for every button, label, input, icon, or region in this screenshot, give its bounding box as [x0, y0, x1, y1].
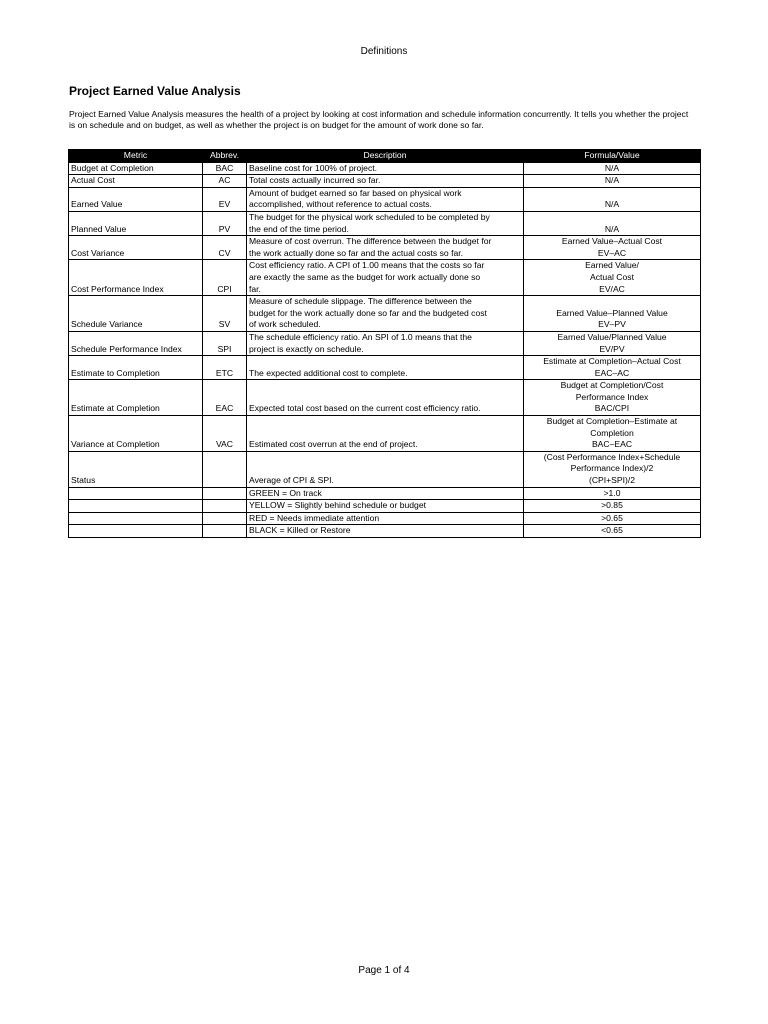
table-row — [69, 260, 701, 296]
table-row — [69, 236, 701, 260]
metric-cell: Estimate at Completion — [69, 380, 203, 416]
description-line: Expected total cost based on the current cost efficiency ratio. — [249, 403, 481, 414]
formula-line: Earned Value/Planned Value — [557, 331, 667, 342]
metric-cell: Estimate to Completion — [69, 356, 203, 380]
description-cell — [247, 380, 524, 416]
document-title: Project Earned Value Analysis — [69, 84, 241, 98]
table-row — [69, 211, 701, 235]
description-line: the end of the time period. — [249, 223, 349, 234]
intro-paragraph — [69, 109, 709, 130]
formula-line: EV/AC — [599, 283, 625, 294]
description-line: Baseline cost for 100% of project. — [249, 162, 378, 173]
table-row — [69, 187, 701, 211]
formula-cell — [524, 512, 701, 525]
description-cell — [247, 162, 524, 175]
description-line: the work actually done so far and the actual costs so far. — [249, 247, 464, 258]
description-line: Total costs actually incurred so far. — [249, 175, 381, 186]
table-row — [69, 175, 701, 188]
metric-cell: Schedule Variance — [69, 296, 203, 332]
formula-cell — [524, 211, 701, 235]
metric-cell: Cost Variance — [69, 236, 203, 260]
description-cell — [247, 187, 524, 211]
column-header-description: Description — [247, 150, 524, 163]
description-cell — [247, 416, 524, 452]
abbrev-cell — [203, 500, 247, 513]
metric-cell: Variance at Completion — [69, 416, 203, 452]
description-line: GREEN = On track — [249, 487, 322, 498]
metric-cell: Earned Value — [69, 187, 203, 211]
table-row — [69, 296, 701, 332]
abbrev-cell: CPI — [203, 260, 247, 296]
description-line: of work scheduled. — [249, 319, 321, 330]
description-cell — [247, 356, 524, 380]
abbrev-cell: EV — [203, 187, 247, 211]
description-cell — [247, 296, 524, 332]
table-header-row — [69, 150, 701, 163]
formula-cell — [524, 416, 701, 452]
description-line: are exactly the same as the budget for work actually done so — [249, 271, 481, 282]
description-cell — [247, 487, 524, 500]
formula-line: Earned Value–Actual Cost — [561, 236, 663, 247]
formula-line: BAC/CPI — [594, 403, 630, 414]
table-row — [69, 451, 701, 487]
description-cell — [247, 525, 524, 538]
table-body — [69, 162, 701, 537]
abbrev-cell: PV — [203, 211, 247, 235]
formula-line: (CPI+SPI)/2 — [588, 475, 636, 486]
abbrev-cell — [203, 487, 247, 500]
metric-cell — [69, 525, 203, 538]
formula-line: Budget at Completion/Cost — [560, 380, 664, 391]
description-line: accomplished, without reference to actual costs. — [249, 199, 432, 210]
formula-cell — [524, 296, 701, 332]
formula-line: EV/PV — [599, 343, 625, 354]
description-line: Amount of budget earned so far based on physical work — [249, 187, 462, 198]
formula-cell — [524, 236, 701, 260]
description-line: Average of CPI & SPI. — [249, 475, 334, 486]
formula-line: EV–PV — [598, 319, 626, 330]
metric-cell: Planned Value — [69, 211, 203, 235]
formula-cell — [524, 175, 701, 188]
formula-line: Earned Value/ — [585, 260, 639, 271]
table-row — [69, 356, 701, 380]
formula-cell — [524, 162, 701, 175]
formula-cell — [524, 451, 701, 487]
formula-line: >0.85 — [601, 500, 623, 511]
abbrev-cell: BAC — [203, 162, 247, 175]
formula-line: N/A — [604, 223, 620, 234]
earned-value-table — [68, 149, 701, 538]
abbrev-cell: ETC — [203, 356, 247, 380]
description-line: Cost efficiency ratio. A CPI of 1.00 means that the costs so far — [249, 260, 485, 271]
formula-cell — [524, 380, 701, 416]
description-line: YELLOW = Slightly behind schedule or budget — [249, 500, 426, 511]
description-cell — [247, 331, 524, 355]
abbrev-cell: VAC — [203, 416, 247, 452]
description-line: RED = Needs immediate attention — [249, 512, 380, 523]
description-cell — [247, 500, 524, 513]
table-row — [69, 525, 701, 538]
description-line: The expected additional cost to complete. — [249, 367, 408, 378]
page-number: Page 1 of 4 — [358, 965, 410, 976]
description-line: project is exactly on schedule. — [249, 343, 364, 354]
table-row — [69, 331, 701, 355]
metric-cell — [69, 500, 203, 513]
description-line: The budget for the physical work scheduled to be completed by — [249, 211, 490, 222]
table-row — [69, 512, 701, 525]
formula-line: Performance Index — [575, 391, 649, 402]
description-line: BLACK = Killed or Restore — [249, 525, 351, 536]
formula-cell — [524, 260, 701, 296]
page-header: Definitions — [360, 46, 408, 57]
abbrev-cell: SV — [203, 296, 247, 332]
formula-line: N/A — [604, 162, 620, 173]
description-line: Measure of cost overrun. The difference between the budget for — [249, 236, 492, 247]
metric-cell: Actual Cost — [69, 175, 203, 188]
abbrev-cell — [203, 525, 247, 538]
formula-line: Budget at Completion–Estimate at — [546, 416, 678, 427]
table-row — [69, 500, 701, 513]
column-header-metric: Metric — [69, 150, 203, 163]
formula-cell — [524, 500, 701, 513]
formula-line: Performance Index)/2 — [570, 463, 654, 474]
formula-cell — [524, 331, 701, 355]
formula-cell — [524, 356, 701, 380]
abbrev-cell: AC — [203, 175, 247, 188]
metric-cell: Cost Performance Index — [69, 260, 203, 296]
description-line: Measure of schedule slippage. The difference between the — [249, 296, 472, 307]
description-line: The schedule efficiency ratio. An SPI of 1.0 means that the — [249, 331, 472, 342]
description-cell — [247, 211, 524, 235]
formula-line: (Cost Performance Index+Schedule — [543, 451, 681, 462]
abbrev-cell — [203, 512, 247, 525]
formula-line: N/A — [604, 199, 620, 210]
description-cell — [247, 236, 524, 260]
intro-line: is on schedule and on budget, as well as whether the project is on budget for the amount of work done so far. — [69, 119, 484, 130]
metric-cell: Schedule Performance Index — [69, 331, 203, 355]
table-row — [69, 487, 701, 500]
description-cell — [247, 175, 524, 188]
formula-cell — [524, 525, 701, 538]
table-row — [69, 380, 701, 416]
formula-line: <0.65 — [601, 525, 623, 536]
description-cell — [247, 512, 524, 525]
metric-cell: Budget at Completion — [69, 162, 203, 175]
formula-line: EV–AC — [597, 247, 627, 258]
column-header-formula: Formula/Value — [524, 150, 701, 163]
formula-line: Actual Cost — [590, 271, 634, 282]
column-header-abbrev: Abbrev. — [203, 150, 247, 163]
formula-cell — [524, 487, 701, 500]
abbrev-cell: SPI — [203, 331, 247, 355]
description-line: Estimated cost overrun at the end of project. — [249, 439, 418, 450]
formula-line: Estimate at Completion–Actual Cost — [543, 356, 681, 367]
metric-cell — [69, 512, 203, 525]
formula-line: >0.65 — [601, 512, 623, 523]
formula-line: BAC–EAC — [591, 439, 633, 450]
metric-cell: Status — [69, 451, 203, 487]
table-row — [69, 162, 701, 175]
metric-cell — [69, 487, 203, 500]
description-cell — [247, 260, 524, 296]
formula-cell — [524, 187, 701, 211]
formula-line: >1.0 — [603, 487, 621, 498]
formula-line: Completion — [590, 427, 634, 438]
formula-line: Earned Value–Planned Value — [556, 307, 668, 318]
abbrev-cell: CV — [203, 236, 247, 260]
formula-line: N/A — [604, 175, 620, 186]
formula-line: EAC–AC — [594, 367, 630, 378]
intro-line: Project Earned Value Analysis measures the health of a project by looking at cost information and schedule information concurrently. It tells you whether the project — [69, 109, 689, 119]
description-line: budget for the work actually done so far and the budgeted cost — [249, 307, 487, 318]
abbrev-cell: EAC — [203, 380, 247, 416]
description-line: far. — [249, 283, 261, 294]
description-cell — [247, 451, 524, 487]
table-row — [69, 416, 701, 452]
abbrev-cell — [203, 451, 247, 487]
